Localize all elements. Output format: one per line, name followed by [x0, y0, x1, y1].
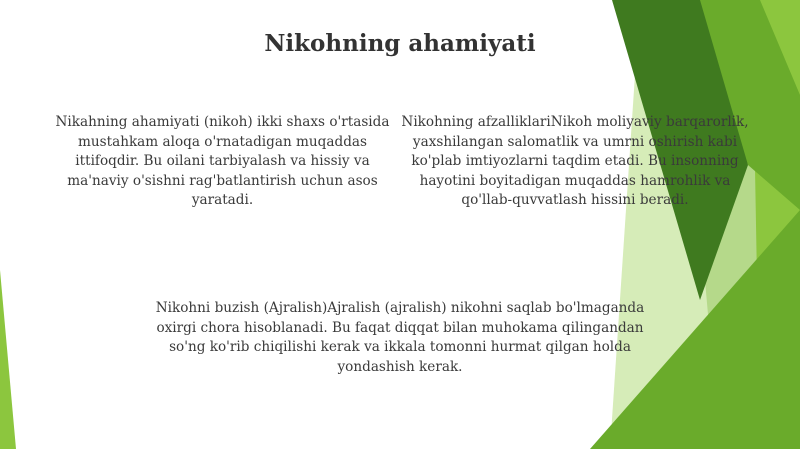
left-edge-shape: [0, 270, 16, 449]
paragraph-divorce: Nikohni buzish (Ajralish)Ajralish (ajralish) nikohni saqlab bo'lmaganda oxirgi chora hisoblanadi. Bu faqat diqqat bilan muhokama qilingandan so'ng ko'rib chiqilishi kerak va ikkala tomonni hurmat qilgan holda yondashish kerak.: [155, 300, 645, 375]
paragraph-importance: Nikahning ahamiyati (nikoh) ikki shaxs o'rtasida mustahkam aloqa o'rnatadigan muqaddas ittifoqdir. Bu oilani tarbiyalash va hissiy va ma'naviy o'sishni rag'batlantirish uchun asos yaratadi.: [55, 114, 390, 208]
slide-title: Nikohning ahamiyati: [264, 30, 536, 57]
paragraph-benefits: Nikohning afzalliklariNikoh moliyaviy barqarorlik, yaxshilangan salomatlik va umrni oshirish kabi ko'plab imtiyozlarni taqdim etadi. Bu insonning hayotini boyitadigan muqaddas hamrohlik va qo'llab-quvvatlash hissini beradi.: [401, 114, 749, 208]
